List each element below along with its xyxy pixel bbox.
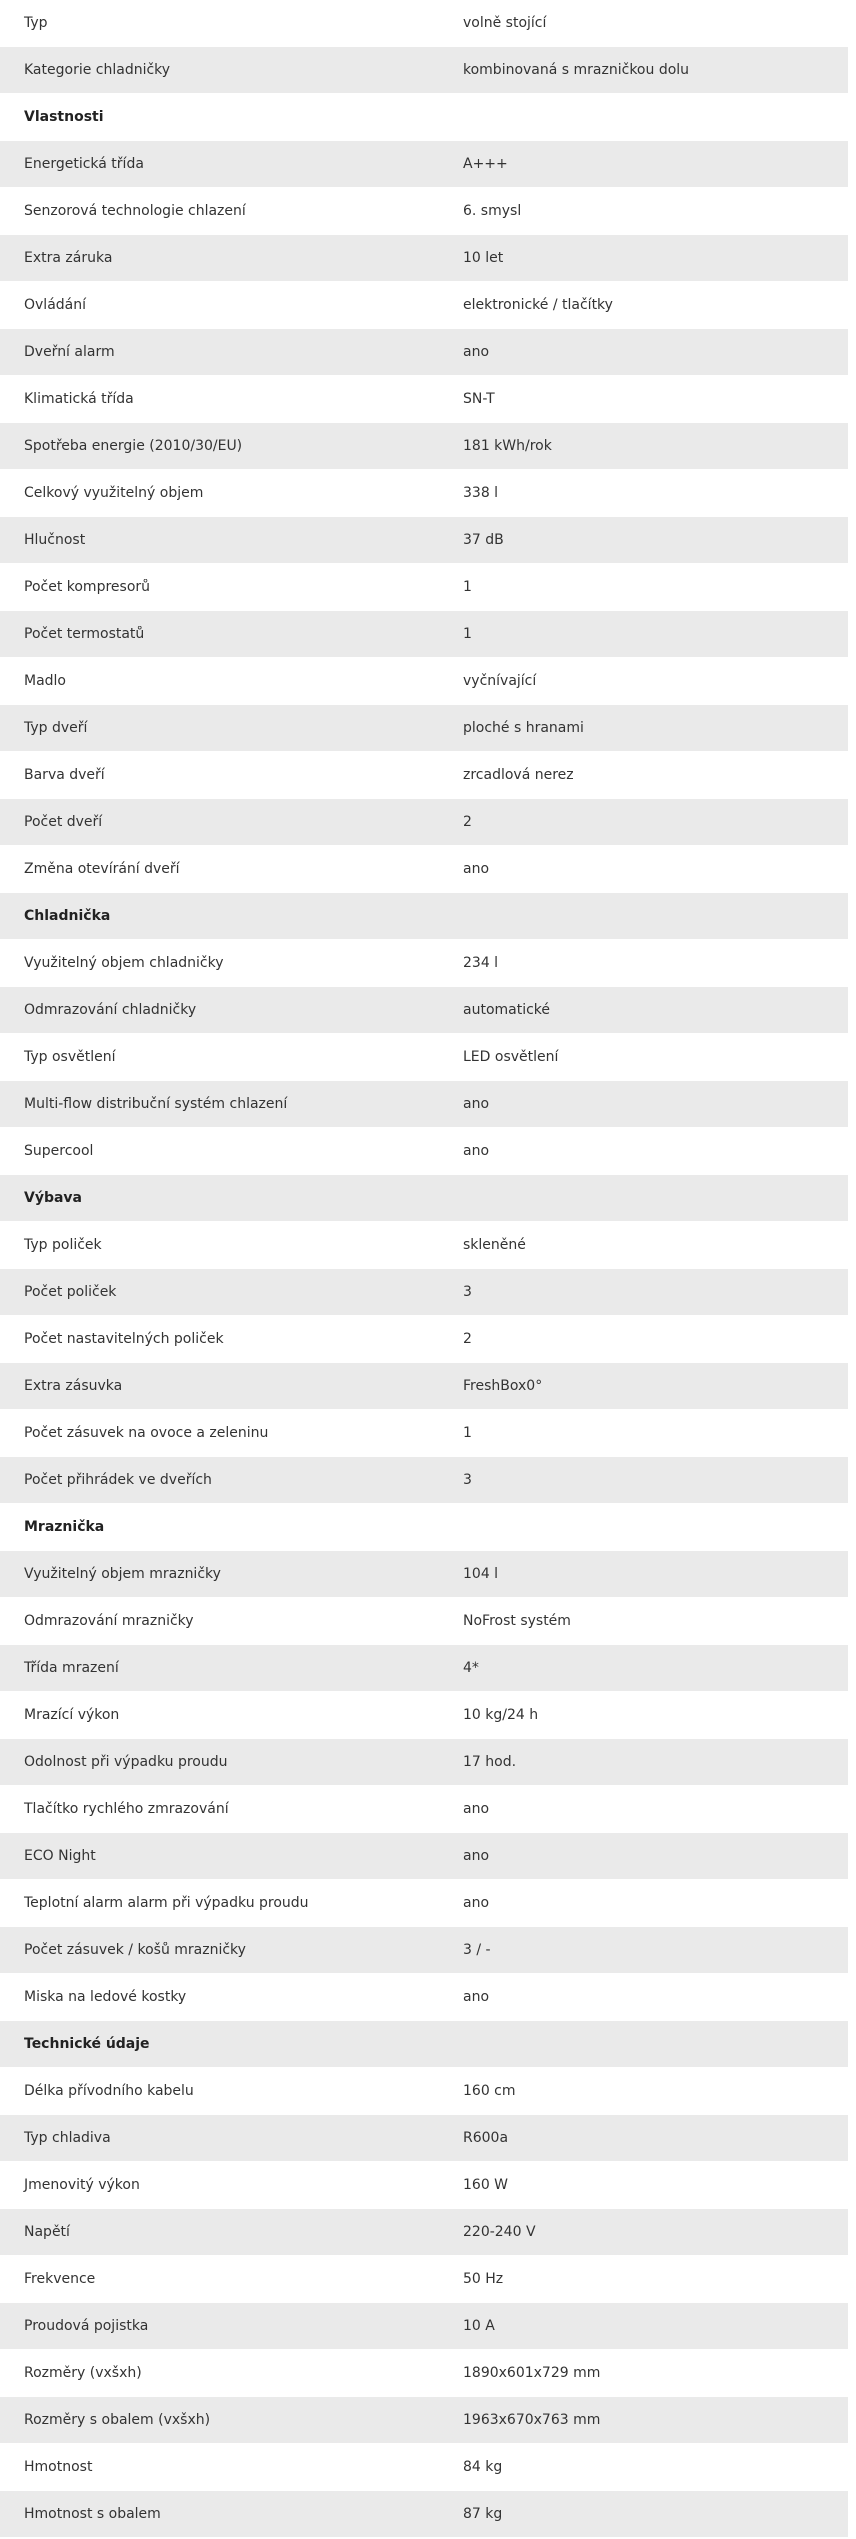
spec-value: 181 kWh/rok	[463, 438, 552, 454]
spec-value: 10 kg/24 h	[463, 1707, 539, 1723]
spec-value: SN-T	[463, 391, 495, 407]
spec-row	[0, 1739, 848, 1785]
spec-label: Odmrazování mrazničky	[24, 1613, 194, 1629]
spec-label: Počet zásuvek / košů mrazničky	[24, 1942, 246, 1958]
spec-row	[0, 1222, 848, 1268]
spec-label: Spotřeba energie (2010/30/EU)	[24, 438, 243, 454]
spec-row	[0, 1363, 848, 1409]
spec-row	[0, 2303, 848, 2349]
spec-value: A+++	[463, 156, 508, 172]
spec-row	[0, 235, 848, 281]
spec-label: Počet poliček	[24, 1284, 117, 1300]
spec-row	[0, 1974, 848, 2020]
section-title: Chladnička	[24, 908, 111, 924]
spec-row	[0, 799, 848, 845]
spec-value: automatické	[463, 1002, 551, 1018]
spec-row	[0, 2397, 848, 2443]
spec-row	[0, 1410, 848, 1456]
spec-row	[0, 47, 848, 93]
spec-row	[0, 517, 848, 563]
spec-row	[0, 2491, 848, 2537]
spec-value: NoFrost systém	[463, 1613, 571, 1629]
spec-label: Napětí	[24, 2224, 70, 2240]
spec-row	[0, 1081, 848, 1127]
spec-label: Rozměry (vxšxh)	[24, 2365, 142, 2381]
spec-value: 1	[463, 626, 472, 642]
spec-label: Energetická třída	[24, 156, 144, 172]
spec-row	[0, 2209, 848, 2255]
spec-label: Miska na ledové kostky	[24, 1989, 187, 2005]
spec-row	[0, 1316, 848, 1362]
section-header-row	[0, 2021, 848, 2067]
spec-row	[0, 1927, 848, 1973]
spec-value: LED osvětlení	[463, 1049, 559, 1065]
section-header-row	[0, 1175, 848, 1221]
spec-label: Třída mrazení	[24, 1660, 119, 1676]
spec-value: 3	[463, 1472, 472, 1488]
spec-label: Odolnost při výpadku proudu	[24, 1754, 228, 1770]
spec-row	[0, 1880, 848, 1926]
spec-row	[0, 705, 848, 751]
spec-row	[0, 1645, 848, 1691]
spec-label: Extra zásuvka	[24, 1378, 123, 1394]
spec-value: ano	[463, 1895, 490, 1911]
spec-value: 6. smysl	[463, 203, 522, 219]
spec-value: 1963x670x763 mm	[463, 2412, 601, 2428]
spec-value: 104 l	[463, 1566, 499, 1582]
spec-label: Hmotnost s obalem	[24, 2506, 161, 2522]
spec-row	[0, 564, 848, 610]
spec-label: Typ	[24, 15, 48, 31]
spec-value: ano	[463, 861, 490, 877]
spec-value: 10 A	[463, 2318, 495, 2334]
spec-value: 1	[463, 1425, 472, 1441]
spec-label: Proudová pojistka	[24, 2318, 149, 2334]
spec-value: 10 let	[463, 250, 504, 266]
spec-value: volně stojící	[463, 15, 547, 31]
spec-label: Tlačítko rychlého zmrazování	[24, 1801, 229, 1817]
spec-label: Typ osvětlení	[24, 1049, 116, 1065]
spec-label: Počet přihrádek ve dveřích	[24, 1472, 212, 1488]
spec-value: ano	[463, 1096, 490, 1112]
spec-value: 4*	[463, 1660, 479, 1676]
spec-value: 2	[463, 814, 472, 830]
section-title: Vlastnosti	[24, 109, 104, 125]
spec-label: ECO Night	[24, 1848, 96, 1864]
spec-row	[0, 1128, 848, 1174]
spec-value: 50 Hz	[463, 2271, 504, 2287]
spec-row	[0, 470, 848, 516]
spec-label: Hmotnost	[24, 2459, 93, 2475]
spec-label: Typ poliček	[24, 1237, 102, 1253]
spec-value: 1890x601x729 mm	[463, 2365, 601, 2381]
spec-row	[0, 2350, 848, 2396]
spec-value: ano	[463, 1801, 490, 1817]
spec-label: Ovládání	[24, 297, 87, 313]
spec-row	[0, 2115, 848, 2161]
spec-row	[0, 2068, 848, 2114]
spec-value: zrcadlová nerez	[463, 767, 574, 783]
spec-value: ano	[463, 1143, 490, 1159]
spec-row	[0, 376, 848, 422]
spec-label: Jmenovitý výkon	[24, 2177, 140, 2193]
spec-label: Mrazící výkon	[24, 1707, 120, 1723]
spec-value: 2	[463, 1331, 472, 1347]
spec-row	[0, 1457, 848, 1503]
spec-label: Typ chladiva	[24, 2130, 111, 2146]
spec-row	[0, 611, 848, 657]
spec-row	[0, 2162, 848, 2208]
spec-row	[0, 987, 848, 1033]
spec-label: Využitelný objem mrazničky	[24, 1566, 221, 1582]
spec-row	[0, 940, 848, 986]
spec-value: 234 l	[463, 955, 499, 971]
spec-label: Počet kompresorů	[24, 579, 151, 595]
spec-row	[0, 329, 848, 375]
spec-value: 17 hod.	[463, 1754, 517, 1770]
spec-label: Multi-flow distribuční systém chlazení	[24, 1096, 288, 1112]
spec-label: Teplotní alarm alarm při výpadku proudu	[24, 1895, 309, 1911]
spec-label: Typ dveří	[24, 720, 88, 736]
spec-label: Počet termostatů	[24, 626, 145, 642]
spec-row	[0, 1551, 848, 1597]
spec-row	[0, 1269, 848, 1315]
spec-label: Dveřní alarm	[24, 344, 115, 360]
spec-value: 3 / -	[463, 1942, 491, 1958]
spec-row	[0, 282, 848, 328]
section-title: Mraznička	[24, 1519, 105, 1535]
spec-row	[0, 846, 848, 892]
spec-value: elektronické / tlačítky	[463, 297, 613, 313]
spec-value: 220-240 V	[463, 2224, 536, 2240]
spec-value: 3	[463, 1284, 472, 1300]
spec-label: Kategorie chladničky	[24, 62, 171, 78]
spec-row	[0, 752, 848, 798]
spec-row	[0, 0, 848, 46]
spec-value: 37 dB	[463, 532, 504, 548]
spec-row	[0, 2256, 848, 2302]
spec-label: Délka přívodního kabelu	[24, 2083, 194, 2099]
section-title: Technické údaje	[24, 2036, 150, 2052]
spec-label: Využitelný objem chladničky	[24, 955, 224, 971]
spec-value: 87 kg	[463, 2506, 503, 2522]
spec-value: ploché s hranami	[463, 720, 584, 736]
spec-value: ano	[463, 344, 490, 360]
spec-value: 338 l	[463, 485, 499, 501]
spec-label: Počet zásuvek na ovoce a zeleninu	[24, 1425, 269, 1441]
spec-label: Madlo	[24, 673, 66, 689]
spec-value: vyčnívající	[463, 673, 537, 689]
spec-label: Celkový využitelný objem	[24, 485, 204, 501]
spec-row	[0, 188, 848, 234]
spec-value: 1	[463, 579, 472, 595]
spec-value: skleněné	[463, 1237, 526, 1253]
section-title: Výbava	[24, 1190, 83, 1206]
spec-label: Počet nastavitelných poliček	[24, 1331, 224, 1347]
spec-row	[0, 658, 848, 704]
spec-label: Supercool	[24, 1143, 94, 1159]
spec-value: ano	[463, 1848, 490, 1864]
spec-value: 160 W	[463, 2177, 509, 2193]
spec-value: kombinovaná s mrazničkou dolu	[463, 62, 690, 78]
spec-row	[0, 1692, 848, 1738]
spec-label: Odmrazování chladničky	[24, 1002, 197, 1018]
section-header-row	[0, 1504, 848, 1550]
spec-label: Senzorová technologie chlazení	[24, 203, 246, 219]
spec-row	[0, 423, 848, 469]
spec-row	[0, 1598, 848, 1644]
spec-row	[0, 1786, 848, 1832]
spec-row	[0, 2444, 848, 2490]
spec-row	[0, 1034, 848, 1080]
spec-value: 84 kg	[463, 2459, 503, 2475]
spec-row	[0, 141, 848, 187]
spec-label: Změna otevírání dveří	[24, 861, 180, 877]
spec-label: Barva dveří	[24, 767, 105, 783]
spec-value: ano	[463, 1989, 490, 2005]
spec-value: R600a	[463, 2130, 509, 2146]
spec-value: 160 cm	[463, 2083, 516, 2099]
spec-label: Frekvence	[24, 2271, 96, 2287]
spec-value: FreshBox0°	[463, 1378, 543, 1394]
section-header-row	[0, 94, 848, 140]
spec-label: Klimatická třída	[24, 391, 134, 407]
section-header-row	[0, 893, 848, 939]
spec-label: Počet dveří	[24, 814, 103, 830]
spec-row	[0, 1833, 848, 1879]
spec-label: Extra záruka	[24, 250, 113, 266]
spec-label: Hlučnost	[24, 532, 86, 548]
spec-label: Rozměry s obalem (vxšxh)	[24, 2412, 211, 2428]
